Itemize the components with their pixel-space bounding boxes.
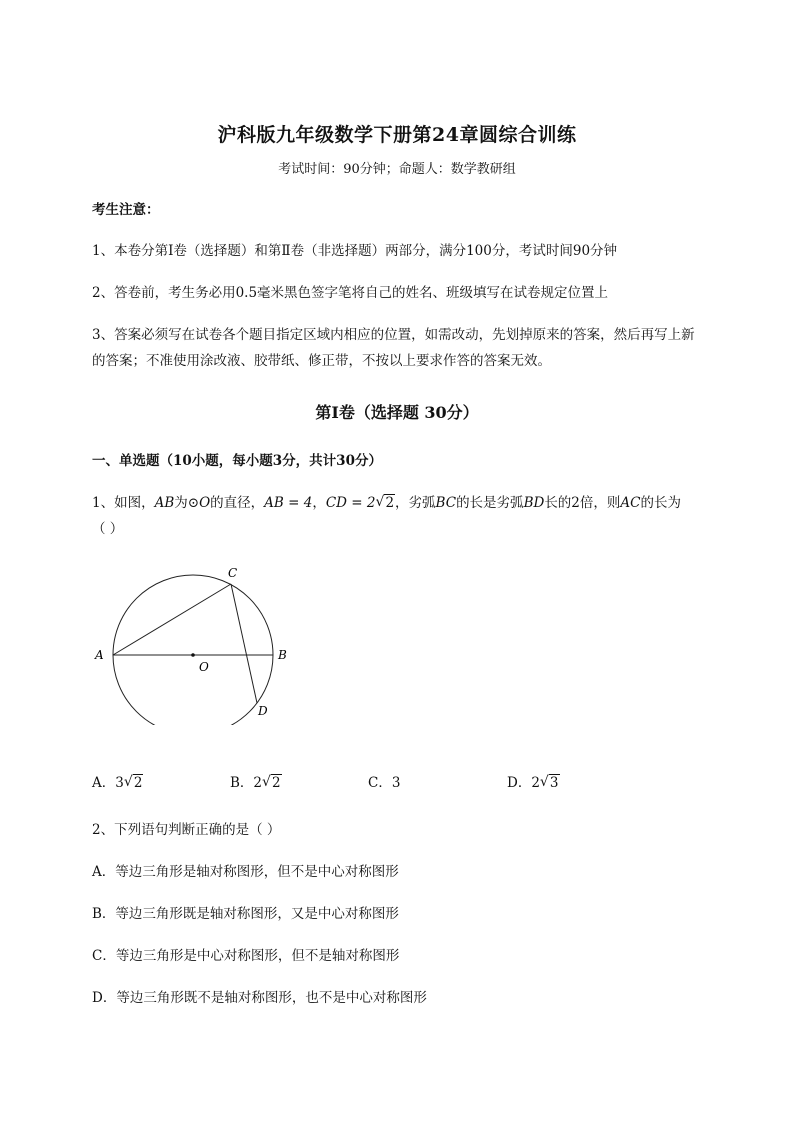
q2-option-a[interactable]: A．等边三角形是轴对称图形，但不是中心对称图形 [92, 864, 399, 880]
label-d: D [258, 704, 268, 718]
q1-option-d-radicand: 3 [549, 775, 559, 791]
circle-figure [88, 560, 298, 725]
exam-title: 沪科版九年级数学下册第24章圆综合训练 [217, 124, 577, 146]
label-o: O [199, 660, 209, 674]
q1-ab-eq: AB = 4 [264, 495, 313, 511]
label-a: A [95, 648, 104, 662]
q1-cd-radicand: 2 [385, 495, 395, 511]
notice-item-1: 1、本卷分第I卷（选择题）和第Ⅱ卷（非选择题）两部分，满分100分，考试时间90分钟 [92, 243, 618, 259]
q1-option-a-label: A． [92, 775, 116, 791]
q1-cd-eq: CD = 2 [325, 495, 376, 511]
q1-option-c-value: 3 [391, 775, 401, 791]
q1-option-b-label: B． [230, 775, 254, 791]
question-1-paren: （ ） [92, 521, 124, 537]
q2-option-b[interactable]: B．等边三角形既是轴对称图形，又是中心对称图形 [92, 906, 399, 922]
q1-prefix: 1、如图， [92, 495, 155, 511]
q1-circle: ⊙O [187, 495, 211, 511]
q2-option-c[interactable]: C．等边三角形是中心对称图形，但不是轴对称图形 [92, 948, 400, 964]
center-point [191, 653, 195, 657]
q1-t1: 为 [174, 495, 188, 511]
q1-cd-sqrt [375, 492, 395, 514]
q1-t5: 长的2倍，则 [544, 495, 621, 511]
q1-option-b-radicand: 2 [272, 775, 281, 791]
q1-option-a-coef: 3 [115, 775, 124, 791]
q1-option-d-label: D． [507, 775, 532, 791]
q1-t4: 的长是劣弧 [456, 495, 524, 511]
q1-option-c-label: C． [368, 775, 392, 791]
q1-t6: 的长为 [640, 495, 681, 511]
label-b: B [278, 648, 287, 662]
q1-option-a[interactable] [92, 772, 143, 794]
q1-bd: BD [523, 495, 545, 511]
q1-option-b[interactable] [230, 772, 282, 794]
chord-ac [113, 584, 231, 655]
q1-t2: 的直径， [210, 495, 265, 511]
notice-item-2: 2、答卷前，考生务必用0.5毫米黑色签字笔将自己的姓名、班级填写在试卷规定位置上 [92, 285, 609, 301]
q1-option-a-sqrt [124, 772, 144, 794]
q1-ab: AB [154, 495, 175, 511]
q1-option-d-coef: 2 [531, 775, 540, 791]
q1-comma: ， [312, 495, 326, 511]
q1-option-b-sqrt [262, 772, 282, 794]
label-c: C [228, 566, 238, 580]
q1-option-b-coef: 2 [253, 775, 263, 791]
q1-bc: BC [435, 495, 457, 511]
exam-subtitle: 考试时间：90分钟；命题人：数学教研组 [278, 162, 516, 177]
section-title: 第I卷（选择题 30分） [315, 403, 479, 422]
notice-heading: 考生注意： [92, 202, 160, 218]
question-1-stem [92, 492, 752, 514]
question-2-stem: 2、下列语句判断正确的是（ ） [92, 822, 281, 838]
notice-item-3-cont: 的答案；不准使用涂改液、胶带纸、修正带，不按以上要求作答的答案无效。 [92, 353, 551, 369]
q1-option-a-radicand: 2 [133, 775, 143, 791]
q1-ac: AC [620, 495, 641, 511]
notice-item-3: 3、答案必须写在试卷各个题目指定区域内相应的位置，如需改动，先划掉原来的答案，然后再写上新 [92, 327, 695, 343]
q1-option-d[interactable] [507, 772, 560, 794]
q1-option-d-sqrt [540, 772, 560, 794]
q1-option-c[interactable] [368, 772, 400, 794]
part-heading: 一、单选题（10小题，每小题3分，共计30分） [92, 453, 382, 469]
q1-t3: ，劣弧 [395, 495, 436, 511]
q2-option-d[interactable]: D．等边三角形既不是轴对称图形，也不是中心对称图形 [92, 990, 427, 1006]
circle-o [113, 575, 273, 725]
